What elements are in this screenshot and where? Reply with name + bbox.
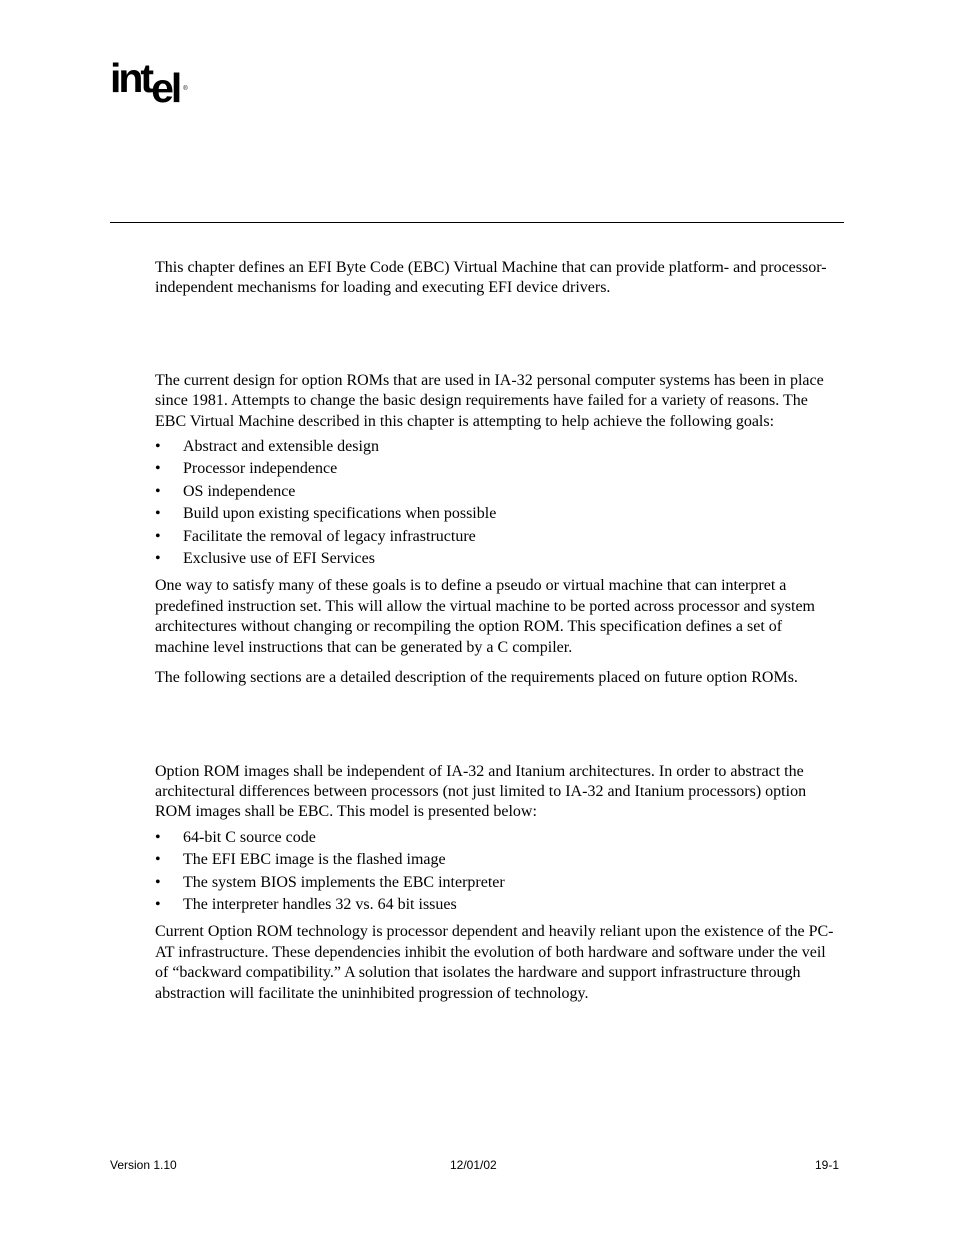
- list-item: • Abstract and extensible design: [155, 436, 839, 458]
- list-item: • The system BIOS implements the EBC interpreter: [155, 872, 839, 894]
- bullet-icon: •: [155, 895, 161, 913]
- bullet-icon: •: [155, 828, 161, 846]
- page-body: [155, 258, 839, 1004]
- overview-paragraph: The current design for option ROMs that are used in IA-32 personal computer systems has been in place since 1981. Attempts to change the basic design requirements have failed for a variety of reasons. The EBC Virtual Machine described in this chapter is attempting to help achieve the following goals:: [155, 371, 824, 430]
- requirements-paragraph: The following sections are a detailed description of the requirements placed on future option ROMs.: [155, 669, 798, 687]
- footer-version: Version 1.10: [110, 1158, 177, 1172]
- bullet-icon: •: [155, 482, 161, 500]
- list-item: • The EFI EBC image is the flashed image: [155, 849, 839, 871]
- model-list: [155, 827, 839, 917]
- virtual-machine-paragraph: One way to satisfy many of these goals is to define a pseudo or virtual machine that can interpret a predefined instruction set. This will allow the virtual machine to be ported across processor and system architectures without changing or recompiling the option ROM. This specification defines a set of machine level instructions that can be generated by a C compiler.: [155, 577, 815, 656]
- list-item: • The interpreter handles 32 vs. 64 bit issues: [155, 894, 839, 916]
- intro-paragraph: This chapter defines an EFI Byte Code (EBC) Virtual Machine that can provide platform- and processor-independent mechanisms for loading and executing EFI device drivers.: [155, 259, 827, 297]
- bullet-icon: •: [155, 527, 161, 545]
- list-item: • OS independence: [155, 481, 839, 503]
- list-item: • Build upon existing specifications when possible: [155, 503, 839, 525]
- bullet-icon: •: [155, 505, 161, 523]
- footer-date: 12/01/02: [450, 1158, 497, 1172]
- list-item: • Exclusive use of EFI Services: [155, 548, 839, 570]
- list-item: • 64-bit C source code: [155, 827, 839, 849]
- bullet-icon: •: [155, 438, 161, 456]
- footer-page-number: 19-1: [814, 1158, 839, 1172]
- bullet-icon: •: [155, 550, 161, 568]
- bullet-icon: •: [155, 873, 161, 891]
- list-item: • Processor independence: [155, 458, 839, 480]
- technology-paragraph: Current Option ROM technology is processor dependent and heavily reliant upon the existence of the PC-AT infrastructure. These dependencies inhibit the evolution of both hardware and software under the veil of “backward compatibility.” A solution that isolates the hardware and support infrastructure through abstraction will facilitate the uninhibited progression of technology.: [155, 923, 834, 1002]
- bullet-icon: •: [155, 851, 161, 869]
- chapter-divider: [110, 222, 844, 223]
- list-item: • Facilitate the removal of legacy infrastructure: [155, 526, 839, 548]
- bullet-icon: •: [155, 460, 161, 478]
- independence-paragraph: Option ROM images shall be independent of IA-32 and Itanium architectures. In order to abstract the architectural differences between processors (not just limited to IA-32 and Itanium processors) option ROM images shall be EBC. This model is presented below:: [155, 762, 807, 821]
- goals-list: [155, 436, 839, 570]
- intel-logo: intel ®: [110, 55, 188, 111]
